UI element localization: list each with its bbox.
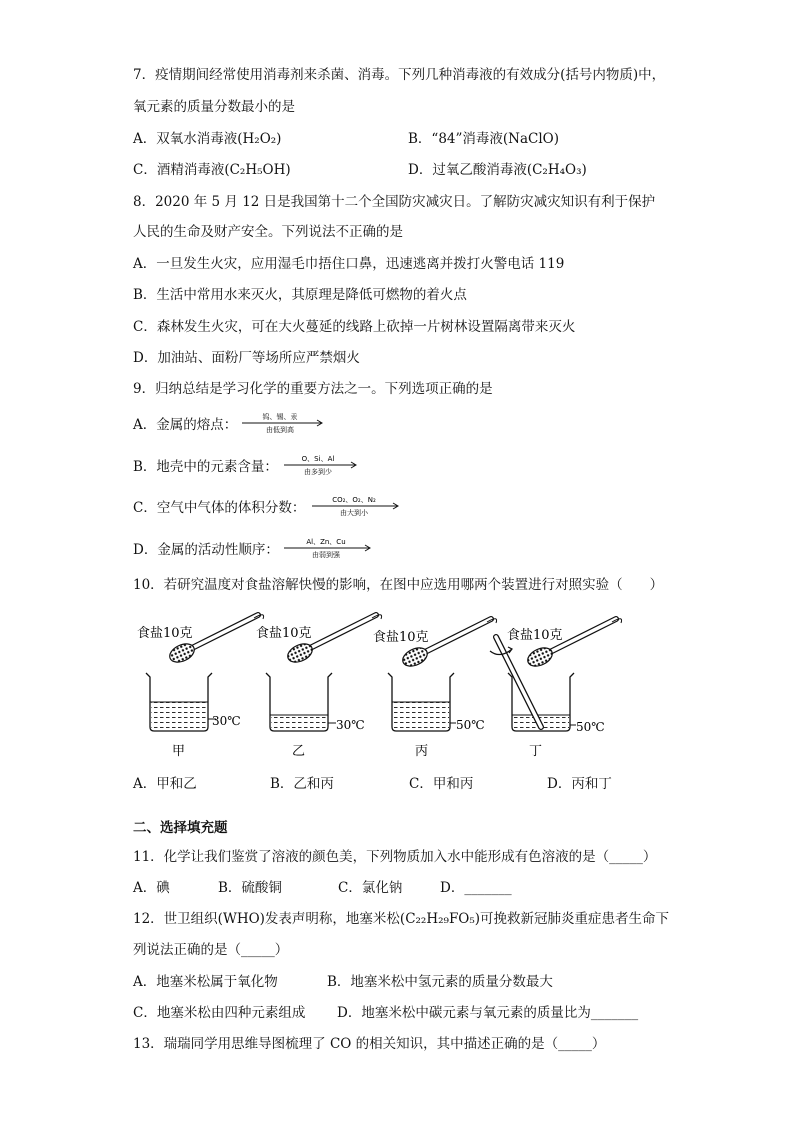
- q9-option-c-arrow-top: CO₂、O₂、N₂: [332, 496, 376, 504]
- q9-option-c-arrow: [310, 494, 406, 520]
- q9-option-b-arrow-top: O、Si、Al: [301, 455, 335, 463]
- q7-option-b: B．“84”消毒液(NaClO): [408, 131, 560, 147]
- q10-stem: 10．若研究温度对食盐溶解快慢的影响，在图中应选用哪两个装置进行对照实验（ ）: [133, 577, 664, 593]
- q12-stem-line1: 12．世卫组织(WHO)发表声明称，地塞米松(C₂₂H₂₉FO₅)可挽救新冠肺炎重症患者生命下: [133, 911, 670, 927]
- q7-option-d: D．过氧乙酸消毒液(C₂H₄O₃): [408, 162, 587, 178]
- ding-spoon: [525, 619, 622, 670]
- yi-beaker: [266, 673, 336, 731]
- yi-name: 乙: [292, 744, 306, 759]
- q9-option-b-arrow: [282, 453, 362, 479]
- setup-jia: [137, 615, 264, 759]
- q9-option-a-arrow-bottom: 由低到高: [266, 426, 294, 434]
- ding-temp: 50℃: [576, 720, 605, 734]
- q9-option-c: C．空气中气体的体积分数：: [133, 500, 306, 516]
- jia-salt-label: 食盐10克: [137, 626, 193, 641]
- ding-salt-label: 食盐10克: [507, 628, 563, 643]
- q7-option-a: A．双氧水消毒液(H₂O₂): [133, 131, 282, 147]
- q9-option-d-arrow: [282, 536, 378, 562]
- q9-option-d-arrow-bottom: 由弱到强: [312, 551, 340, 559]
- q9-option-b-arrow-bottom: 由多到少: [304, 468, 332, 476]
- q7-stem-line1: 7．疫情期间经常使用消毒剂来杀菌、消毒。下列几种消毒液的有效成分(括号内物质)中，: [133, 67, 666, 83]
- yi-temp: 30℃: [336, 718, 365, 732]
- section-title: 二、选择填充题: [133, 820, 228, 836]
- bing-salt-label: 食盐10克: [373, 630, 429, 645]
- q9-option-a-arrow-top: 钨、锡、汞: [262, 413, 298, 421]
- jia-temp: 30℃: [212, 714, 241, 728]
- q9-option-b: B．地壳中的元素含量：: [133, 459, 278, 475]
- q9-stem: 9．归纳总结是学习化学的重要方法之一。下列选项正确的是: [133, 381, 493, 397]
- q8-option-d: D．加油站、面粉厂等场所应严禁烟火: [133, 350, 360, 366]
- q12-option-b: B．地塞米松中氢元素的质量分数最大: [327, 974, 553, 990]
- q7-stem-line2: 氧元素的质量分数最小的是: [133, 99, 295, 115]
- q11-option-b: B．硫酸铜: [218, 880, 282, 896]
- q9-option-c-arrow-bottom: 由大到小: [340, 509, 368, 517]
- setup-ding: [490, 619, 622, 759]
- q12-option-a: A．地塞米松属于氧化物: [133, 974, 278, 990]
- ding-name: 丁: [529, 744, 543, 759]
- setup-bing: [373, 619, 497, 759]
- q9-option-d-arrow-top: Al、Zn、Cu: [306, 538, 346, 546]
- q10-option-b: B．乙和丙: [270, 776, 334, 792]
- q10-option-c: C．甲和丙: [409, 776, 474, 792]
- q7-option-c: C．酒精消毒液(C₂H₅OH): [133, 162, 291, 178]
- bing-name: 丙: [415, 744, 429, 759]
- q10-option-a: A．甲和乙: [133, 776, 197, 792]
- jia-name: 甲: [172, 744, 186, 759]
- q9-option-a: A．金属的熔点：: [133, 417, 238, 433]
- q10-apparatus-figure: [130, 605, 630, 769]
- q10-option-d: D．丙和丁: [547, 776, 612, 792]
- q11-option-c: C．氯化钠: [338, 880, 403, 896]
- q11-option-a: A．碘: [133, 880, 170, 896]
- bing-beaker: [388, 673, 456, 731]
- q9-option-a-arrow: [240, 411, 330, 437]
- q12-option-c: C．地塞米松由四种元素组成: [133, 1005, 306, 1021]
- yi-salt-label: 食盐10克: [256, 626, 312, 641]
- q9-option-d: D．金属的活动性顺序：: [133, 542, 279, 558]
- q11-option-d: D．_______: [440, 880, 512, 896]
- ding-stirring-rod: [490, 637, 541, 727]
- q12-stem-line2: 列说法正确的是（_____）: [133, 942, 289, 958]
- q12-option-d: D．地塞米松中碳元素与氧元素的质量比为_______: [337, 1005, 639, 1021]
- q8-stem-line2: 人民的生命及财产安全。下列说法不正确的是: [133, 224, 403, 240]
- q8-stem-line1: 8．2020 年 5 月 12 日是我国第十二个全国防灾减灾日。了解防灾减灾知识有利于保护: [133, 194, 656, 210]
- jia-beaker: [146, 673, 216, 731]
- q8-option-a: A．一旦发生火灾，应用湿毛巾捂住口鼻，迅速逃离并拨打火警电话 119: [133, 256, 565, 272]
- q11-stem: 11．化学让我们鉴赏了溶液的颜色美，下列物质加入水中能形成有色溶液的是（_____）: [133, 849, 657, 865]
- q8-option-c: C．森林发生火灾，可在大火蔓延的线路上砍掉一片树林设置隔离带来灭火: [133, 319, 576, 335]
- q8-option-b: B．生活中常用水来灭火，其原理是降低可燃物的着火点: [133, 287, 467, 303]
- q13-stem: 13．瑞瑞同学用思维导图梳理了 CO 的相关知识，其中描述正确的是（_____）: [133, 1036, 606, 1052]
- setup-yi: [256, 615, 382, 759]
- bing-temp: 50℃: [456, 718, 485, 732]
